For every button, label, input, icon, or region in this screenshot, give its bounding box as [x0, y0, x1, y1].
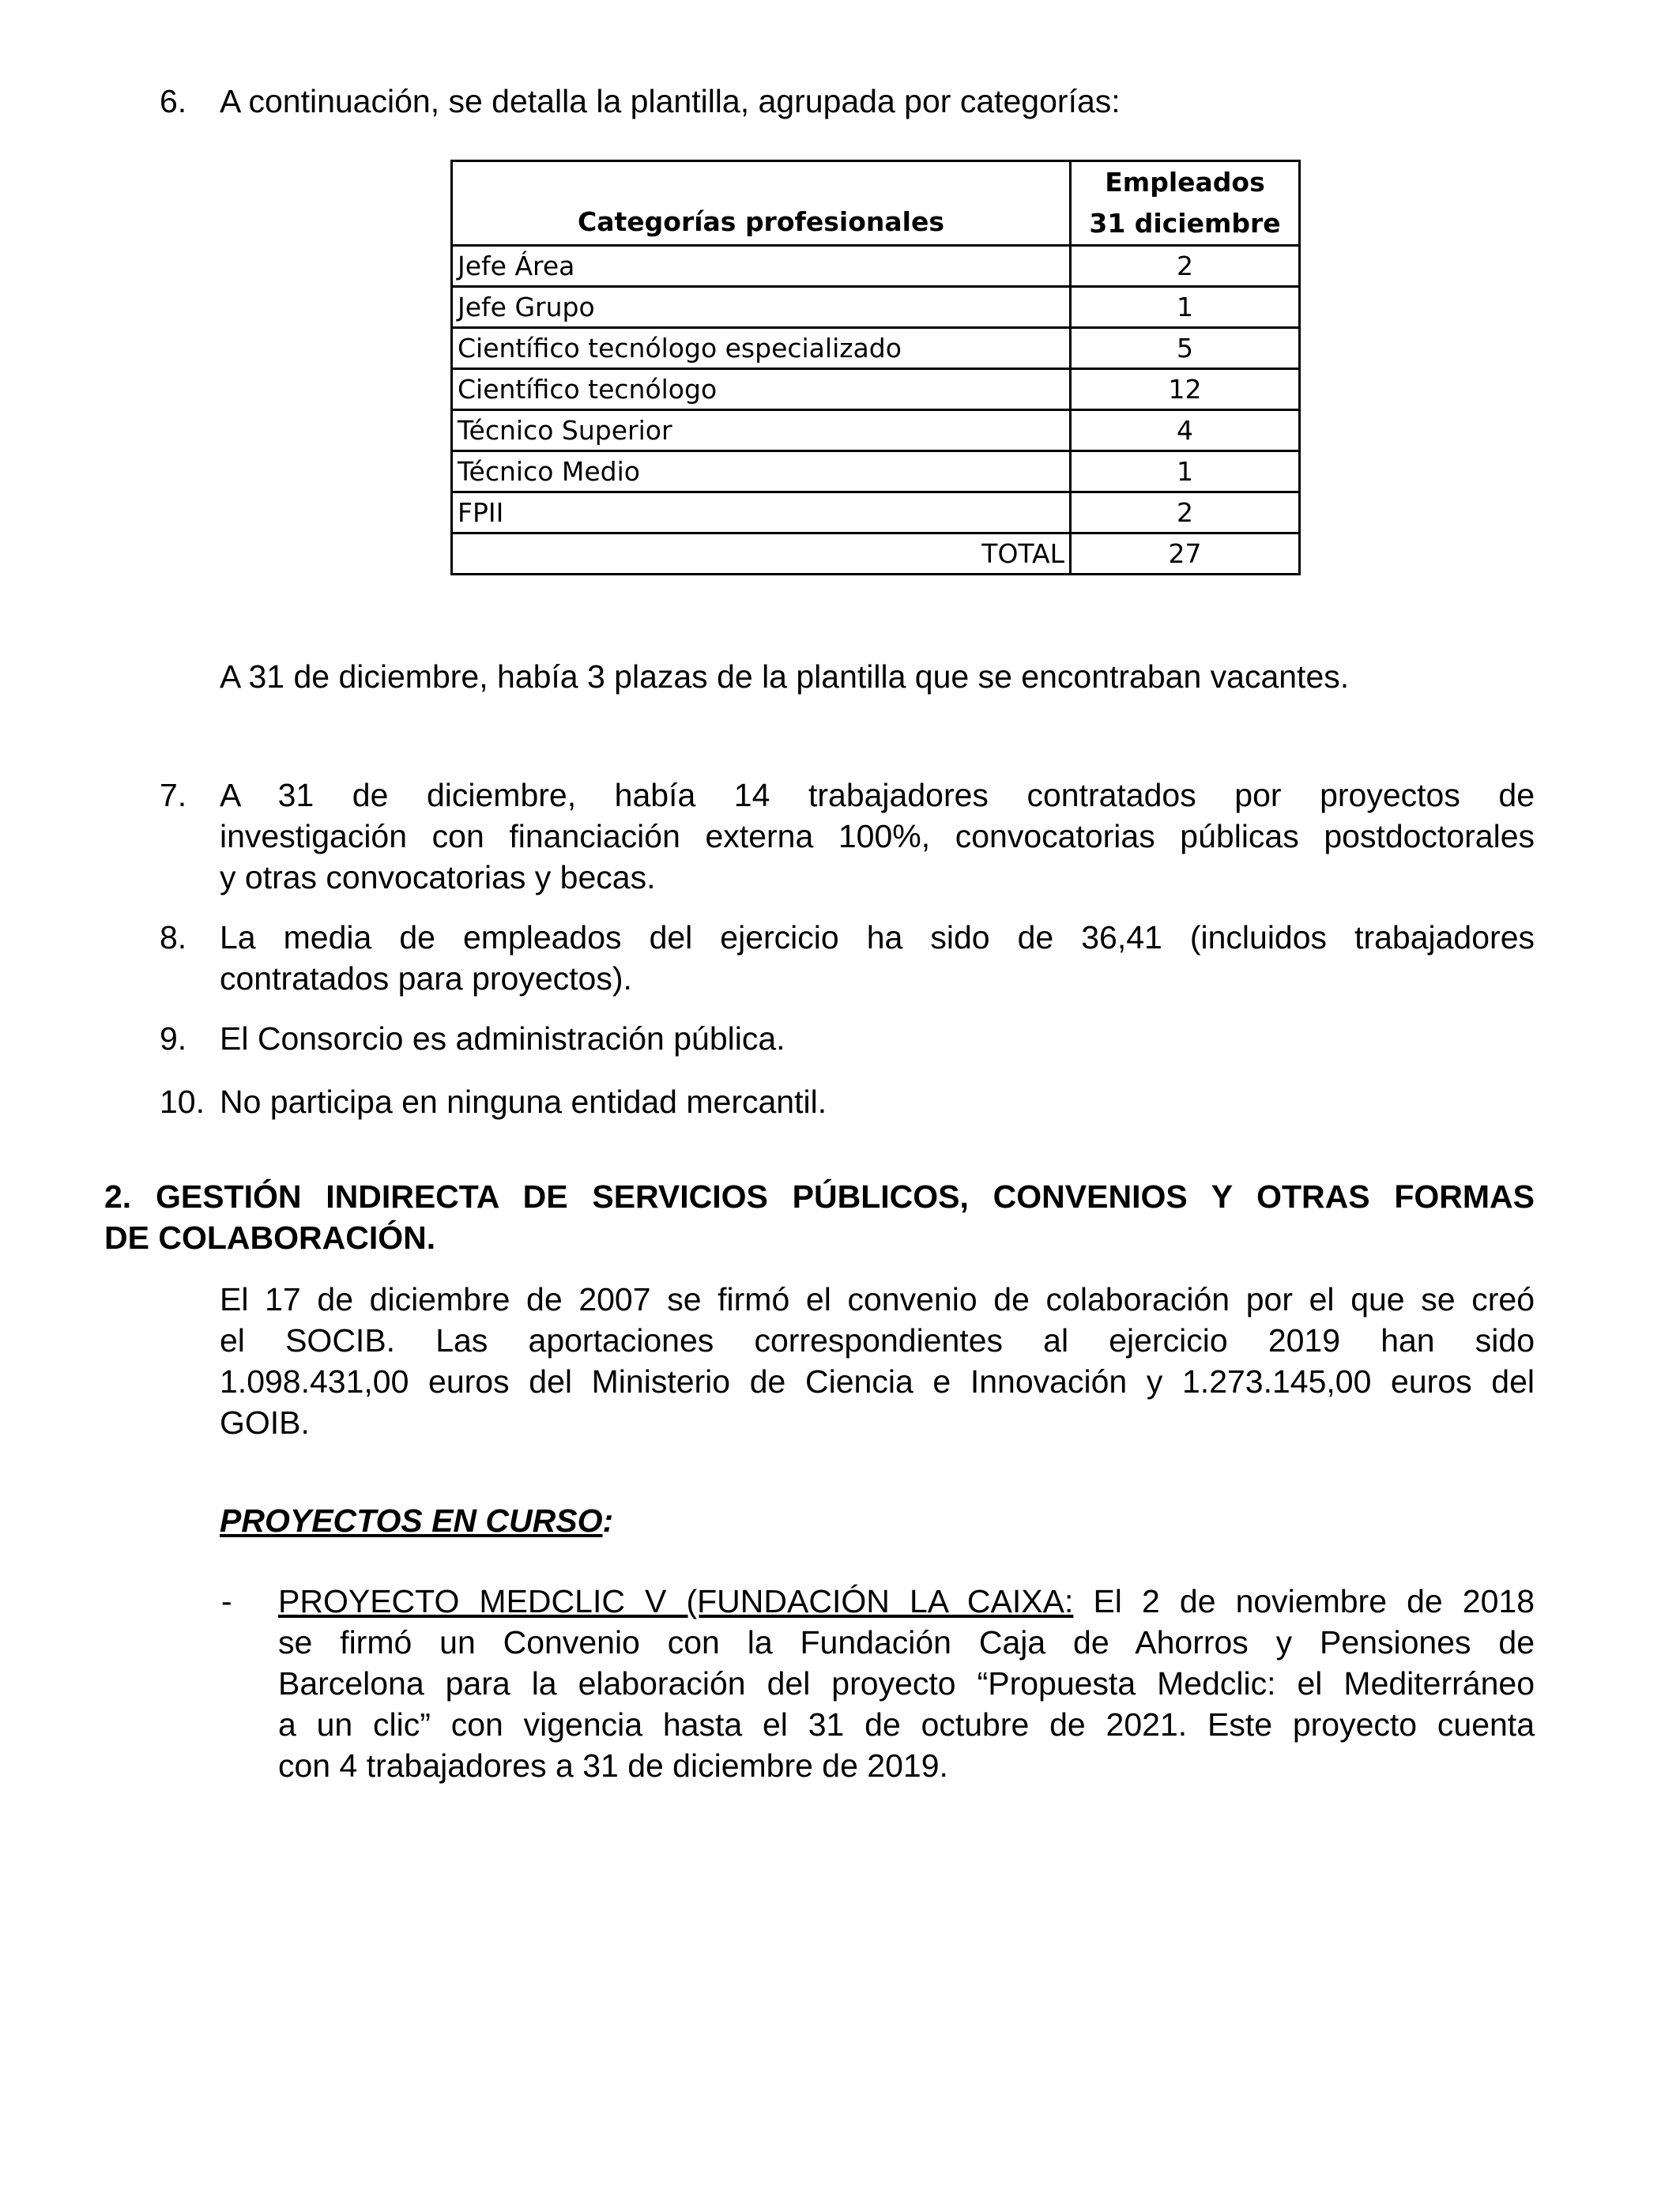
row-category: Científico tecnólogo especializado [452, 328, 1071, 369]
table-row [452, 451, 1300, 492]
row-value: 1 [1071, 451, 1300, 492]
header-category: Categorías profesionales [452, 161, 1071, 246]
item-7-line: A 31 de diciembre, había 14 trabajadores contratados por proyectos de [220, 777, 1535, 813]
paragraph-line: 1.098.431,00 euros del Ministerio de Ciencia e Innovación y 1.273.145,00 euros del [220, 1363, 1535, 1400]
proyecto-line: con 4 trabajadores a 31 de diciembre de 2019. [278, 1747, 948, 1784]
row-category: Técnico Medio [452, 451, 1071, 492]
item-6-text: A continuación, se detalla la plantilla, agrupada por categorías: [220, 83, 1121, 119]
item-9-text: El Consorcio es administración pública. [220, 1020, 785, 1057]
row-value: 2 [1071, 246, 1300, 287]
section-2-heading-line: 2. GESTIÓN INDIRECTA DE SERVICIOS PÚBLICOS, CONVENIOS Y OTRAS FORMAS [104, 1178, 1535, 1215]
table-total-row [452, 533, 1300, 575]
table-row [452, 410, 1300, 451]
item-10-text: No participa en ninguna entidad mercantil. [220, 1084, 827, 1120]
list-number-9: 9. [160, 1020, 187, 1057]
table-header-row [452, 161, 1300, 246]
row-category: Jefe Área [452, 246, 1071, 287]
row-value: 5 [1071, 328, 1300, 369]
table-row [452, 492, 1300, 533]
proyecto-line1-rest: El 2 de noviembre de 2018 [1073, 1583, 1535, 1619]
header-employees-line2: 31 diciembre [1089, 208, 1281, 239]
header-employees-line1: Empleados [1105, 167, 1265, 198]
row-category: Jefe Grupo [452, 287, 1071, 328]
bullet-dash: - [221, 1583, 232, 1619]
row-category: Técnico Superior [452, 410, 1071, 451]
proyecto-line: se firmó un Convenio con la Fundación Caja de Ahorros y Pensiones de [278, 1624, 1535, 1661]
row-category: FPII [452, 492, 1071, 533]
item-7-line: investigación con financiación externa 100%, convocatorias públicas postdoctorales [220, 818, 1535, 854]
list-number-6: 6. [160, 83, 187, 119]
proyecto-title: PROYECTO MEDCLIC V (FUNDACIÓN LA CAIXA: [278, 1583, 1074, 1619]
list-number-8: 8. [160, 919, 187, 956]
paragraph-line: GOIB. [220, 1404, 310, 1441]
paragraph-line: el SOCIB. Las aportaciones correspondientes al ejercicio 2019 han sido [220, 1322, 1535, 1359]
staff-table [450, 160, 1301, 575]
proyecto-line: Barcelona para la elaboración del proyecto “Propuesta Medclic: el Mediterráneo [278, 1665, 1535, 1702]
item-8-text [220, 917, 1535, 999]
list-number-7: 7. [160, 777, 187, 813]
header-employees [1071, 161, 1300, 246]
section-2-heading [104, 1176, 1535, 1258]
total-value: 27 [1071, 533, 1300, 575]
item-8-line: contratados para proyectos). [220, 960, 632, 997]
proyectos-title-text: PROYECTOS EN CURSO [220, 1502, 603, 1539]
table-row [452, 328, 1300, 369]
row-value: 4 [1071, 410, 1300, 451]
list-number-10: 10. [160, 1084, 205, 1120]
proyecto-line: a un clic” con vigencia hasta el 31 de octubre de 2021. Este proyecto cuenta [278, 1706, 1535, 1743]
proyectos-title [220, 1500, 613, 1541]
section-2-paragraph [220, 1279, 1535, 1443]
proyectos-title-colon: : [602, 1502, 614, 1539]
vacantes-text: A 31 de diciembre, había 3 plazas de la plantilla que se encontraban vacantes. [220, 658, 1350, 695]
item-7-line: y otras convocatorias y becas. [220, 859, 656, 895]
row-category: Científico tecnólogo [452, 369, 1071, 410]
row-value: 2 [1071, 492, 1300, 533]
total-label: TOTAL [452, 533, 1071, 575]
row-value: 1 [1071, 287, 1300, 328]
item-8-line: La media de empleados del ejercicio ha sido de 36,41 (incluidos trabajadores [220, 919, 1535, 956]
row-value: 12 [1071, 369, 1300, 410]
table-row [452, 246, 1300, 287]
paragraph-line: El 17 de diciembre de 2007 se firmó el convenio de colaboración por el que se creó [220, 1281, 1535, 1318]
table-row [452, 369, 1300, 410]
table-row [452, 287, 1300, 328]
proyecto-medclic [278, 1581, 1535, 1786]
proyecto-first-line [278, 1581, 1535, 1622]
item-7-text [220, 775, 1535, 898]
section-2-heading-line: DE COLABORACIÓN. [104, 1220, 436, 1256]
